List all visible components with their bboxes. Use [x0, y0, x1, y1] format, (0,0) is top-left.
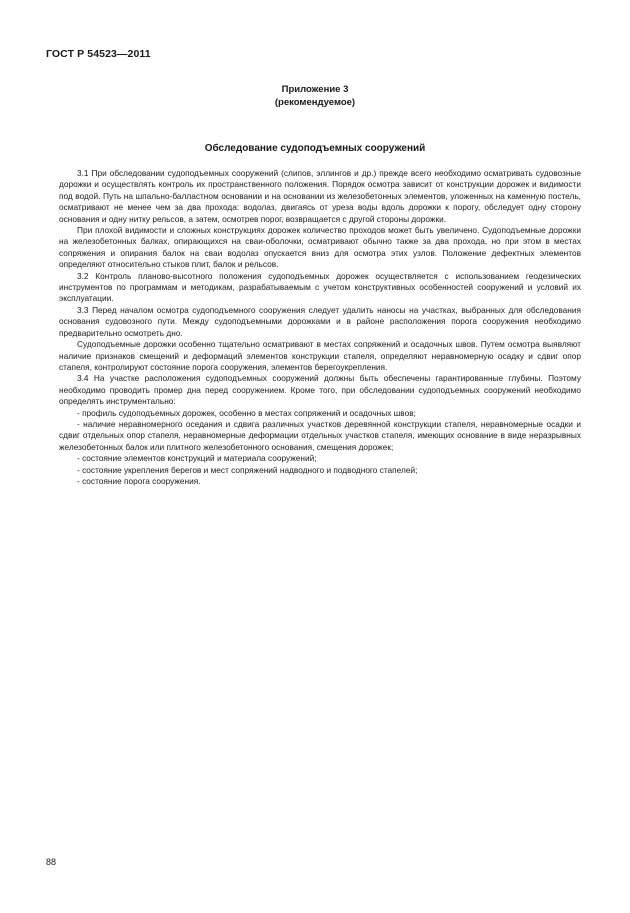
- paragraph: 3.2 Контроль планово-высотного положения судоподъемных дорожек осуществляется с использованием геодезических инструментов по программам и методикам, разрабатываемым с учетом конструктивных особенностей сооружений и условий их эксплуатации.: [59, 270, 581, 304]
- list-item: - состояние укрепления берегов и мест сопряжений надводного и подводного стапелей;: [77, 464, 418, 475]
- list-item: - профиль судоподъемных дорожек, особенно в местах сопряжений и осадочных швов;: [77, 407, 416, 418]
- list-item: - состояние порога сооружения.: [77, 475, 201, 486]
- list-item: - наличие неравномерного оседания и сдвига различных участков деревянной конструкции стапеля, неравномерные осадки и сдвиг отдельных опор стапеля, неравномерные деформации отдельных участков стапеля, имеющих основание в виде неразрывных железобетонных балок или плитного железобетонного основания, смещения дорожек;: [59, 418, 581, 452]
- paragraph: 3.3 Перед началом осмотра судоподъемного сооружения следует удалить наносы на участках, выбранных для обследования основания судовозного пути. Между судоподъемными дорожками и в районе расположения порога сооружения необходимо предварительно осмотреть дно.: [59, 304, 581, 338]
- document-code: ГОСТ Р 54523—2011: [46, 48, 151, 60]
- appendix-title: Приложение 3: [281, 84, 349, 95]
- paragraph: 3.1 При обследовании судоподъемных сооружений (слипов, эллингов и др.) прежде всего необходимо осматривать судовозные дорожки и осуществлять контроль их пространственного положения. Порядок осмотра зависит от конструкции дорожек и видимости под водой. Путь на шпально-балластном основании и на основании из железобетонных элементов, уложенных на каменную постель, осматривают не менее чем за два прохода: водолаз, двигаясь от уреза воды вдоль дорожки к порогу, обследует одну сторону основания и одну нитку рельсов, а затем, осмотрев порог, возвращается с другой стороны дорожки.: [59, 168, 581, 224]
- inspection-list: [59, 408, 581, 488]
- list-item: - состояние элементов конструкций и материала сооружений;: [77, 453, 317, 464]
- paragraph: При плохой видимости и сложных конструкциях дорожек количество проходов может быть увеличено. Судоподъемные дорожки на железобетонных балках, опирающихся на сваи-оболочки, осматривают обычно также за два прохода, но при этом в местах сопряжения и опирания балок на сваи водолаз опускается вниз для осмотра этих узлов. Положение дефектных элементов определяют относительно стыков плит, балок и рельсов.: [59, 225, 581, 270]
- appendix-status: (рекомендуемое): [274, 97, 356, 108]
- paragraph: Судоподъемные дорожки особенно тщательно осматривают в местах сопряжений и осадочных швов. Путем осмотра выявляют наличие признаков смещений и деформаций элементов конструкции стапеля, определяют неравномерную осадку и сдвиг опор стапеля, контролируют состояние порога сооружения, элементов берегоукрепления.: [59, 339, 581, 372]
- paragraph: 3.4 На участке расположения судоподъемных сооружений должны быть обеспечены гарантированные глубины. Поэтому необходимо проводить промер дна перед сооружением. Кроме того, при обследовании судоподъемных сооружений необходимо определять инструментально:: [59, 373, 581, 407]
- section-title: Обследование судоподъемных сооружений: [204, 143, 426, 154]
- body-text: [59, 168, 581, 487]
- page-number: 88: [46, 857, 57, 867]
